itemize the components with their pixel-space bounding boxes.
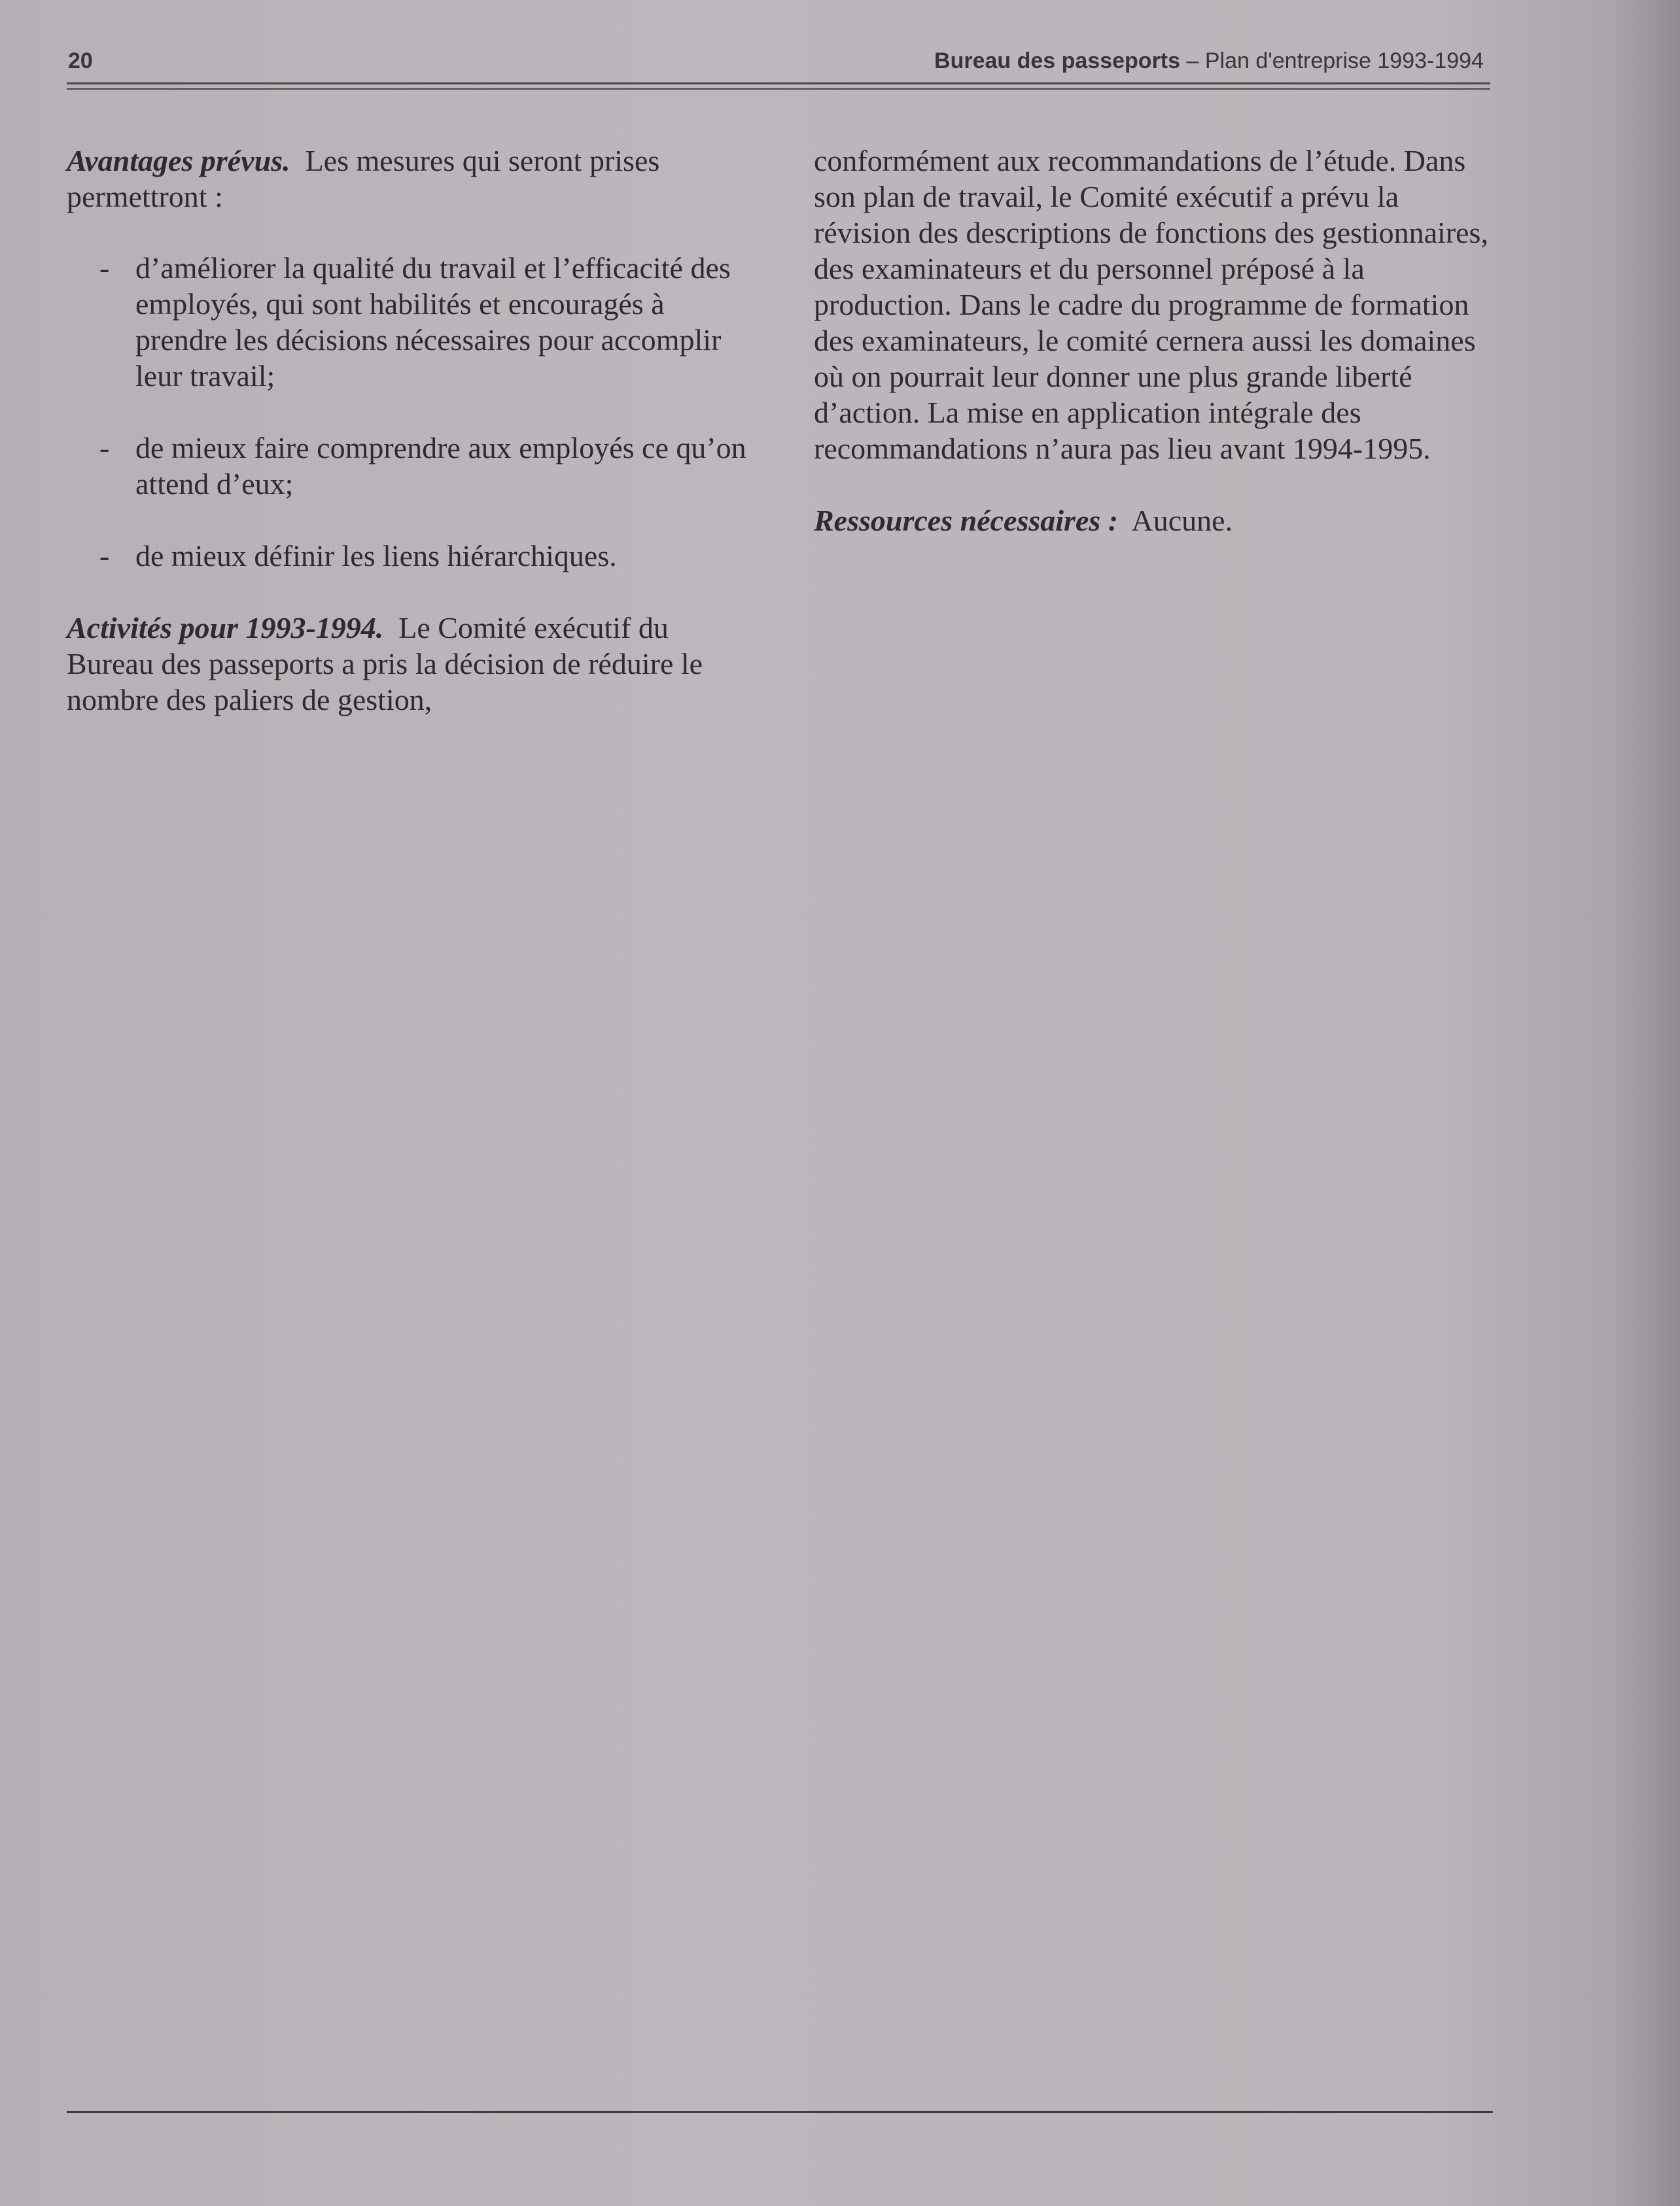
benefits-list [67, 250, 760, 574]
right-column [814, 143, 1494, 538]
activities-paragraph [67, 610, 760, 718]
header-rule-lower [67, 88, 1490, 90]
running-head-title: Bureau des passeports [934, 48, 1181, 73]
left-column [67, 143, 760, 718]
bullet-text: de mieux définir les liens hiérarchiques. [135, 539, 617, 572]
activities-heading: Activités pour 1993-1994. [67, 611, 384, 644]
bullet-dash: - [99, 431, 110, 464]
resources-text: Aucune. [1131, 504, 1233, 537]
running-head-separator: – [1180, 48, 1205, 73]
bullet-text: de mieux faire comprendre aux employés ce qu’on attend d’eux; [135, 431, 746, 500]
footer-rule [67, 2111, 1493, 2113]
benefits-heading: Avantages prévus. [67, 144, 290, 177]
benefits-paragraph [67, 143, 760, 215]
benefits-intro: Les mesures qui seront prises permettront : [67, 144, 660, 213]
bullet-text: d’améliorer la qualité du travail et l’efficacité des employés, qui sont habilités et encouragés à prendre les décisions nécessaires pour accomplir leur travail; [135, 251, 731, 393]
list-item [67, 538, 760, 574]
header-rule-upper [67, 82, 1490, 84]
activities-text: Le Comité exécutif du Bureau des passeports a pris la décision de réduire le nombre des paliers de gestion, [67, 611, 703, 716]
running-head [934, 48, 1484, 74]
continuation-paragraph: conformément aux recommandations de l’étude. Dans son plan de travail, le Comité exécutif a prévu la révision des descriptions de fonctions des gestionnaires, des examinateurs et du personnel préposé à la production. Dans le cadre du programme de formation des examinateurs, le comité cernera aussi les domaines où on pourrait leur donner une plus grande liberté d’action. La mise en application intégrale des recommandations n’aura pas lieu avant 1994-1995. [814, 144, 1488, 465]
list-item [67, 250, 760, 394]
bullet-dash: - [99, 251, 110, 285]
bullet-dash: - [99, 539, 110, 572]
page-number: 20 [68, 48, 93, 73]
running-head-subtitle: Plan d'entreprise 1993-1994 [1204, 48, 1484, 73]
resources-paragraph [814, 502, 1494, 538]
resources-heading: Ressources nécessaires : [814, 504, 1119, 537]
list-item [67, 430, 760, 502]
